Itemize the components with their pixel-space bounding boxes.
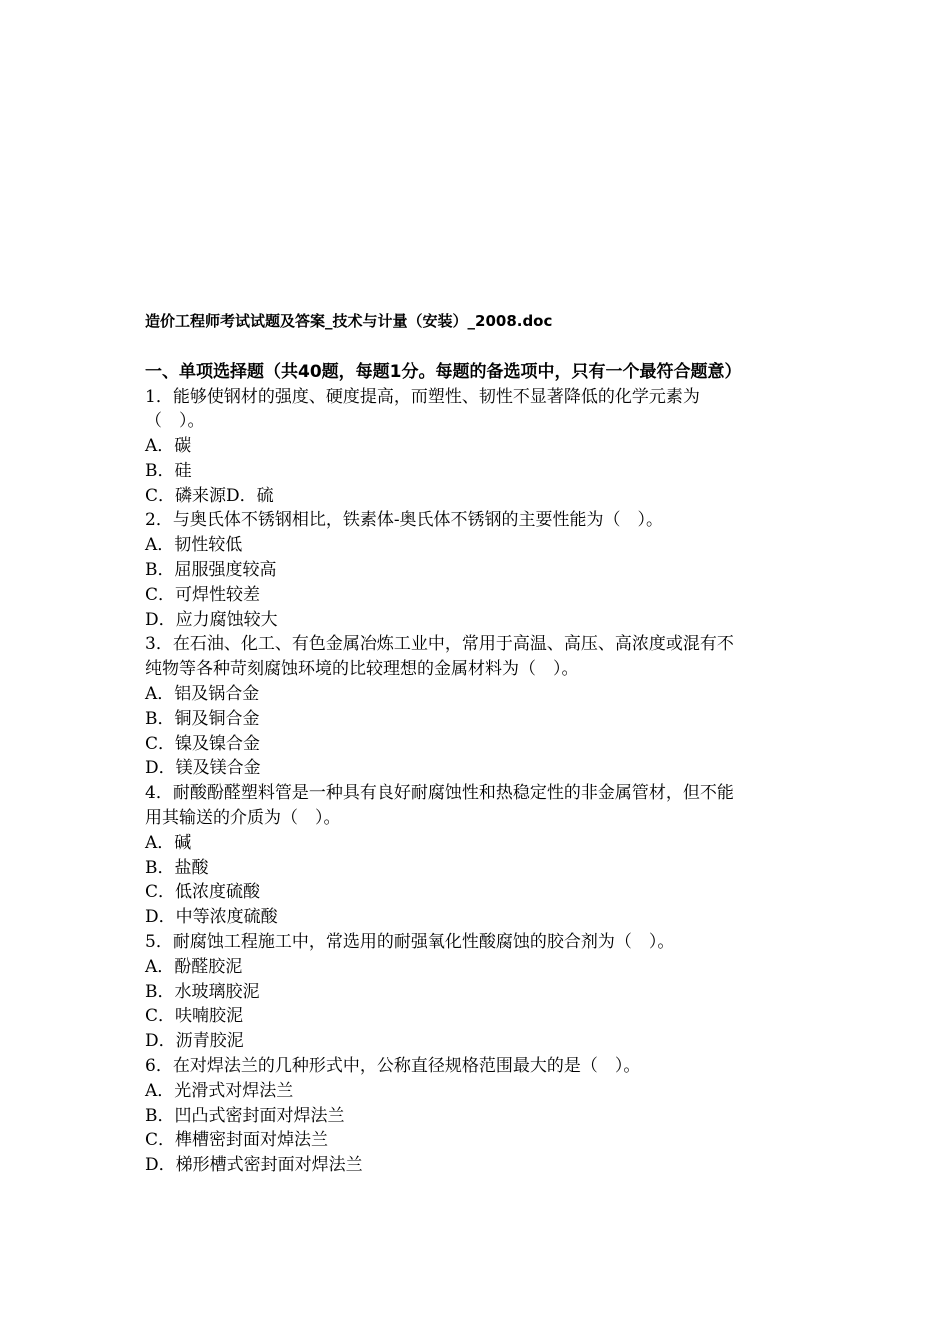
- question-2-option-a: A．韧性较低: [145, 535, 243, 556]
- question-2-option-b: B．屈服强度较高: [145, 560, 277, 581]
- question-1-option-a: A．碳: [145, 436, 192, 457]
- document-title: 造价工程师考试试题及答案_技术与计量（安装）_2008.doc: [145, 312, 553, 330]
- question-5-option-b: B．水玻璃胶泥: [145, 981, 260, 1002]
- section-heading: 一、单项选择题（共40题，每题1分。每题的备选项中，只有一个最符合题意）: [145, 362, 742, 382]
- question-3-option-a: A．铝及锅合金: [145, 684, 260, 705]
- question-3-option-c: C．镍及镍合金: [145, 733, 261, 754]
- question-3-option-b: B．铜及铜合金: [145, 708, 260, 729]
- question-4-option-d: D．中等浓度硫酸: [145, 907, 278, 928]
- question-6-option-b: B．凹凸式密封面对焊法兰: [145, 1105, 345, 1126]
- question-2-option-d: D．应力腐蚀较大: [145, 609, 278, 630]
- question-4-option-a: A．碱: [145, 832, 192, 853]
- question-1-stem-line-1: 1．能够使钢材的强度、硬度提高，而塑性、韧性不显著降低的化学元素为: [145, 386, 700, 407]
- document-page: [145, 310, 825, 1178]
- question-list: [145, 385, 825, 1179]
- question-1-stem-line-2: （ ）。: [145, 411, 205, 432]
- question-2-option-c: C．可焊性较差: [145, 584, 261, 605]
- question-4-option-c: C．低浓度硫酸: [145, 882, 261, 903]
- question-4-option-b: B．盐酸: [145, 857, 209, 878]
- question-6-option-d: D．梯形槽式密封面对焊法兰: [145, 1155, 363, 1176]
- question-4-stem-line-2: 用其输送的介质为（ ）。: [145, 808, 341, 829]
- question-6-option-a: A．光滑式对焊法兰: [145, 1080, 294, 1101]
- question-5-option-c: C．呋喃胶泥: [145, 1006, 244, 1027]
- question-5-option-d: D．沥青胶泥: [145, 1031, 244, 1052]
- question-6-stem: 6．在对焊法兰的几种形式中，公称直径规格范围最大的是（ ）。: [145, 1056, 641, 1077]
- question-5-stem: 5．耐腐蚀工程施工中，常选用的耐强氧化性酸腐蚀的胶合剂为（ ）。: [145, 932, 675, 953]
- question-1-option-b: B．硅: [145, 460, 192, 481]
- question-5-option-a: A．酚醛胶泥: [145, 956, 243, 977]
- question-6-option-c: C．榫槽密封面对焯法兰: [145, 1130, 329, 1151]
- question-2-stem: 2．与奥氏体不锈钢相比，铁素体-奥氏体不锈钢的主要性能为（ ）。: [145, 510, 664, 531]
- question-1-option-c-d: C．磷来源D．硫: [145, 485, 274, 506]
- question-3-stem-line-1: 3．在石油、化工、有色金属冶炼工业中，常用于高温、高压、高浓度或混有不: [145, 634, 734, 655]
- question-3-stem-line-2: 纯物等各种苛刻腐蚀环境的比较理想的金属材料为（ ）。: [145, 659, 579, 680]
- question-3-option-d: D．镁及镁合金: [145, 758, 261, 779]
- question-4-stem-line-1: 4．耐酸酚醛塑料管是一种具有良好耐腐蚀性和热稳定性的非金属管材，但不能: [145, 783, 734, 804]
